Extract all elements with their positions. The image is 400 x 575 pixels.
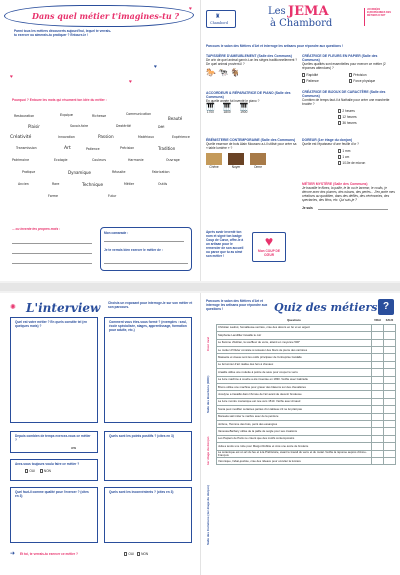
false-cell[interactable] <box>384 376 396 383</box>
cloud-word[interactable]: Dextérité <box>116 124 131 128</box>
table-row <box>217 376 396 383</box>
true-cell[interactable] <box>372 324 384 331</box>
quiz-question: Sonia peut modifier certaines parties d'un tableau s'il ne lui plait pas <box>217 406 372 413</box>
question-text: Quels sont les points positifs ? (cites en 3) <box>109 434 174 438</box>
yes-option[interactable]: OUI <box>124 552 134 556</box>
true-cell[interactable] <box>372 420 384 427</box>
table-row <box>217 384 396 391</box>
table-row <box>217 457 396 464</box>
question-bijoux <box>302 90 396 126</box>
sun-icon: ✺ <box>10 304 16 311</box>
box-qualities <box>10 487 98 543</box>
cloud-word[interactable]: Rare <box>52 182 60 186</box>
heart-icon: ♥ <box>10 74 13 80</box>
classmate-label: Mon camarade : <box>104 231 129 235</box>
question-title: TAPISSIÈRE D'AMEUBLEMENT (Salle des Communs) <box>206 54 292 58</box>
chambord-logo <box>206 10 236 28</box>
heart-icon: ♥ <box>154 64 157 70</box>
wood-label: Orme <box>254 165 262 169</box>
answer-line[interactable] <box>318 209 388 210</box>
page-jema <box>204 4 398 278</box>
page-quiz <box>204 297 398 571</box>
wood-options <box>206 153 298 169</box>
box-always <box>10 459 98 481</box>
table-row <box>217 361 396 368</box>
true-cell[interactable] <box>372 376 384 383</box>
no-option[interactable]: NON <box>40 469 51 473</box>
wood-label: Chêne <box>209 165 219 169</box>
table-row <box>217 324 396 331</box>
question-title: DOREUR (1er étage du donjon) <box>302 138 353 142</box>
castle-icon: ♜ <box>215 14 221 20</box>
heart-icon: ♥ <box>189 6 192 12</box>
option-36h[interactable]: 36 heures <box>338 120 396 126</box>
cloud-word[interactable]: Technique <box>82 182 104 187</box>
table-row <box>217 435 396 442</box>
no-option[interactable]: NON <box>137 552 148 556</box>
question-why: Pourquoi ? Entoure les mots qui résument ton idée du métier : <box>12 98 107 102</box>
cloud-word[interactable]: Restauration <box>14 114 35 118</box>
question-text: Quelle est l'épaisseur d'une feuille d'or ? <box>302 142 359 146</box>
box-weak <box>104 487 192 543</box>
table-row <box>217 428 396 435</box>
yes-option[interactable]: OUI <box>25 469 35 473</box>
false-cell[interactable] <box>384 398 396 405</box>
col-true: VRAI <box>374 317 381 322</box>
piano-year: 1900 <box>240 110 248 114</box>
piano-option[interactable]: 🎹 1800 <box>222 104 232 114</box>
jema-badge: JOURNÉES EUROPÉENNES DES MÉTIERS D'ART <box>364 8 392 26</box>
cloud-word[interactable]: Futur <box>108 194 117 198</box>
cloud-word[interactable]: Transmission <box>16 146 37 150</box>
piano-year: 1700 <box>206 110 214 114</box>
quiz-question: Julia a tendu une robe pour Margot Robbie et créé une école de broderie <box>217 443 372 450</box>
option-12h[interactable]: 12 heures <box>338 114 396 120</box>
cloud-word[interactable]: Tradition <box>158 146 176 151</box>
option-2h[interactable]: 2 heures <box>338 108 396 114</box>
cloud-word[interactable]: Beauté <box>168 116 183 121</box>
table-row <box>217 443 396 450</box>
box-strengths <box>104 431 192 481</box>
quiz-question: Les Papiers de Paris ne créent que des motifs contemporains <box>217 435 372 442</box>
question-mystere <box>302 182 396 210</box>
true-cell[interactable] <box>372 384 384 391</box>
quiz-question: Anaëlle utilise une roulette à pointe de sève pour couper le verre <box>217 369 372 376</box>
true-cell[interactable] <box>372 457 384 464</box>
box-duration <box>10 431 98 453</box>
quiz-table <box>216 317 396 465</box>
quiz-question: La 1ère montre mécanique est née vers 1510. Vérifie avec Arnaud <box>217 398 372 405</box>
table-row <box>217 339 396 346</box>
wood-option[interactable] <box>250 153 266 169</box>
table-row <box>217 413 396 420</box>
cloud-word[interactable]: Outils <box>158 182 168 186</box>
cloud-word[interactable]: Dynamique <box>68 170 91 175</box>
cloud-word[interactable]: Précision <box>120 146 135 150</box>
quiz-question: Le flamme d'Adrian, la souffleur de verre, atteint en moyenne 500° <box>217 339 372 346</box>
section-label: 1er étage du donjon <box>206 436 210 466</box>
word-cloud <box>8 110 196 220</box>
heart-icon: ♥ <box>129 79 132 85</box>
quiz-intro: Parcours le salon des Métiers d'Art et interroge les artisans pour répondre aux questions ! <box>206 299 268 311</box>
badge-text: Mon COUP DE CŒUR <box>258 249 280 257</box>
cloud-word[interactable]: Richesse <box>92 114 107 118</box>
animal-icons[interactable]: 🐎 🐄 🐐 <box>206 68 241 77</box>
question-mark-icon: ? <box>378 299 394 315</box>
cloud-word[interactable]: Communication <box>126 112 152 116</box>
false-cell[interactable] <box>384 324 396 331</box>
question-title: ACCORDEUR & RÉPARATRICE DE PIANO (Salle des Communs) <box>206 91 291 99</box>
true-cell[interactable] <box>372 339 384 346</box>
cloud-word[interactable]: Ouvrage <box>166 158 180 162</box>
question-text: Quelle essence de bois Alain Moussec a-t-il utilisé pour créer sa « table lumière » ? <box>206 142 297 150</box>
piano-options <box>206 106 298 114</box>
page-interview <box>4 297 196 571</box>
cloud-word[interactable]: Savoir-faire <box>70 124 89 128</box>
false-cell[interactable] <box>384 339 396 346</box>
true-cell[interactable] <box>372 406 384 413</box>
cloud-word[interactable]: Passion <box>98 134 114 139</box>
cloud-word[interactable]: Patience <box>86 147 100 151</box>
question-text: Combien de temps faut-il à Nathalie pour créer une marchette brodée ? <box>302 98 390 106</box>
quiz-question: Bruno utilise une machine pour graver des blasons sur des chevalières <box>217 384 372 391</box>
table-row <box>217 347 396 354</box>
false-cell[interactable] <box>384 443 396 450</box>
quiz-question: Massette et ciseau sont les outils principaux de l'entreprise Guidalle <box>217 354 372 361</box>
logo-text: Chambord <box>210 21 229 25</box>
cloud-word[interactable]: Harmonie <box>128 158 144 162</box>
cloud-word[interactable]: Défi <box>158 125 165 129</box>
quiz-question: Jocelyne a travaillé dans l'Armée de l'air avant de devenir brodeuse <box>217 391 372 398</box>
section-label: Cour oval <box>206 337 210 351</box>
true-cell[interactable] <box>372 443 384 450</box>
quiz-question: Vanessa-Barbary utilise de la paille de seigle pour ses créations <box>217 428 372 435</box>
table-row <box>217 391 396 398</box>
table-row <box>217 398 396 405</box>
option-1mm[interactable]: 1 mm <box>338 148 396 154</box>
cloud-word[interactable]: Réussite <box>112 170 126 174</box>
option-patience[interactable]: Patience <box>302 79 349 83</box>
question-text: En quelle année fut inventé le piano ? <box>206 99 260 103</box>
title-les: Les <box>268 6 286 17</box>
question-text: Avez-vous toujours voulu faire ce métier ? <box>15 462 80 466</box>
title-jema: JEMA <box>288 4 329 19</box>
quiz-question: Manuela sait imiter le marbre avec de la peinture <box>217 413 372 420</box>
classmate-line[interactable] <box>104 241 184 242</box>
cloud-word[interactable]: Equipe <box>60 112 74 117</box>
doreur-options <box>338 148 396 166</box>
question-title: CRÉATRICE DE FLEURS EN PAPIER (Salle des Communs) <box>302 54 378 62</box>
unit-label: ans <box>71 446 77 450</box>
cloud-word[interactable]: Patrimoine <box>12 158 30 162</box>
true-cell[interactable] <box>372 332 384 339</box>
false-cell[interactable] <box>384 413 396 420</box>
option-micron[interactable]: 1/10e de micron <box>338 160 396 166</box>
quiz-question: La 1ère machine à coudre a été inventée en 1830. Vérifie avec Gabrielle <box>217 376 372 383</box>
quiz-question: Le métier d'Olivier consiste à restaurer des blocs de pierre des carrières <box>217 347 372 354</box>
table-row <box>217 332 396 339</box>
answer-label: Je suis <box>302 206 313 210</box>
cloud-word[interactable]: Innovation <box>58 135 75 139</box>
wood-label: Noyer <box>231 165 241 169</box>
false-cell[interactable] <box>384 435 396 442</box>
sheet-separator <box>0 283 400 291</box>
quiz-question: Jérôme, l'homme des bois, peint des essangres <box>217 420 372 427</box>
option-precision[interactable]: Précision <box>349 73 396 77</box>
question-fleurs <box>302 54 396 83</box>
cloud-word[interactable]: Plaisir <box>28 124 40 129</box>
question-text: Comment vous êtes-vous formé ? (exemples : seul, école spécialisée, stages, apprentissage, formation pour adulte, etc.) <box>109 320 187 332</box>
cloud-word[interactable]: Fabrication <box>152 170 170 174</box>
question-text: Quelles qualités sont essentielles pour exercer ce métier (2 réponses attendues) ? <box>302 62 386 70</box>
intro-text: Parmi tous les métiers découverts aujourd'hui, lequel te verrais-tu exercer ou aimerais-tu pratiquer ? Entoure-le ! <box>14 29 112 37</box>
question-text: Quel faut-il comme qualité pour l'exercer ? (cites en 3) <box>15 490 89 498</box>
true-cell[interactable] <box>372 428 384 435</box>
true-cell[interactable] <box>372 413 384 420</box>
question-text: Quels sont les inconvénients ? (cites en 3) <box>109 490 174 494</box>
question-tapissiere <box>206 54 298 77</box>
question-doreur <box>302 138 396 166</box>
true-cell[interactable] <box>372 435 384 442</box>
false-cell[interactable] <box>384 354 396 361</box>
box-metier <box>10 317 98 423</box>
true-cell[interactable] <box>372 369 384 376</box>
title-chambord: à Chambord <box>270 18 333 29</box>
false-cell[interactable] <box>384 384 396 391</box>
badge-instructions: Après avoir inventé ton nom et signé ton badge Coup de Cœur, offre-le à un artisan pour le remercier de son accueil ou parce que tu as aimé son métier ! <box>206 230 244 258</box>
invent-words-label: ... ou invente tes propres mots : <box>12 227 61 231</box>
table-row <box>217 420 396 427</box>
true-cell[interactable] <box>372 391 384 398</box>
quiz-question: La céramique est un art du feu et à la Préhistoire, avant le travail du verre et du métal. Vérifie la réponse auprès d'Anne-François <box>217 450 372 457</box>
question-text: Je travaille le fibres, la paille, le lin ou le laceron, le coulis, je décore avec des plumes, des rubans, des perles... J'en porte mes créations au quotidien, dans des défilés, des cérémonies, des spectacles, des films, etc. Qui suis-je ? <box>302 186 395 202</box>
false-cell[interactable] <box>384 457 396 464</box>
page-title: Dans quel métier t'imagines-tu ? <box>32 11 180 21</box>
cloud-word[interactable]: Créativité <box>10 135 32 140</box>
heart-icon: ♥ <box>264 233 274 249</box>
cloud-word[interactable]: Pratique <box>22 170 36 174</box>
true-cell[interactable] <box>372 354 384 361</box>
quiz-question: Stéphanie Landillier travaille le cuir <box>217 332 372 339</box>
false-cell[interactable] <box>384 391 396 398</box>
table-row <box>217 369 396 376</box>
false-cell[interactable] <box>384 361 396 368</box>
cloud-word[interactable]: Couleurs <box>92 158 107 162</box>
page-title: L'interview <box>26 301 101 315</box>
col-false: FAUX <box>385 317 394 322</box>
false-cell[interactable] <box>384 347 396 354</box>
wood-option[interactable] <box>206 153 222 169</box>
yes-no <box>11 468 97 474</box>
answer-line[interactable] <box>12 253 92 254</box>
table-row <box>217 406 396 413</box>
bottom-sheet <box>0 293 400 575</box>
jema-intro: Parcours le salon des Métiers d'Art et interroge les artisans pour répondre aux questions ! <box>206 44 343 48</box>
option-rapidite[interactable]: Rapidité <box>302 73 349 77</box>
final-question: Et toi, te verrais-tu exercer ce métier ? <box>20 552 78 556</box>
bijoux-options <box>338 108 396 126</box>
cloud-word[interactable]: Expérience <box>172 135 190 139</box>
question-title: MÉTIER MYSTÈRE (Salle des Communs) <box>302 182 368 186</box>
box-formation <box>104 317 192 423</box>
true-cell[interactable] <box>372 450 384 457</box>
option-force[interactable]: Force physique <box>349 79 396 83</box>
question-piano <box>206 91 298 114</box>
col-questions: Questions <box>287 317 301 322</box>
piano-option[interactable]: 🎹 1900 <box>239 104 249 114</box>
question-title: ÉBÉNISTERIE CONTEMPORAINE (Salle des Communs) <box>206 138 296 142</box>
interview-intro: Choisis un exposant pour interroge-le sur son métier et son parcours. <box>108 301 193 309</box>
question-title: CRÉATRICE DE BIJOUX DE CARACTÈRE (Salle des Communs) <box>302 90 386 98</box>
cloud-word[interactable]: Forme <box>48 194 58 198</box>
question-text: De crin de quel animal garnir-t-on les sièges traditionnellement ? De quel animal provient-il ? <box>206 58 298 66</box>
piano-year: 1800 <box>223 110 231 114</box>
true-cell[interactable] <box>372 347 384 354</box>
answer-line[interactable] <box>12 263 92 264</box>
fold-line <box>200 293 201 575</box>
cloud-word[interactable]: Matériaux <box>138 135 154 139</box>
answer-line[interactable] <box>12 243 92 244</box>
table-row <box>217 450 396 457</box>
fold-line <box>200 0 201 281</box>
bubble-answer-line[interactable] <box>104 263 188 264</box>
question-ebenisterie <box>206 138 298 169</box>
false-cell[interactable] <box>384 428 396 435</box>
table-header <box>217 317 396 324</box>
quiz-question: Christian Laubut, l'émailleuse-verrière, crée des décors en fer et en argent <box>217 324 372 331</box>
cloud-word[interactable]: Ancien <box>18 182 29 186</box>
false-cell[interactable] <box>384 369 396 376</box>
false-cell[interactable] <box>384 406 396 413</box>
true-cell[interactable] <box>372 398 384 405</box>
flower-options <box>302 73 396 83</box>
quiz-rows <box>217 324 396 464</box>
false-cell[interactable] <box>384 332 396 339</box>
cloud-word[interactable]: Ecologie <box>54 158 68 162</box>
false-cell[interactable] <box>384 420 396 427</box>
cloud-word[interactable]: Art <box>64 146 71 151</box>
cloud-word[interactable]: Métier <box>124 182 135 186</box>
wood-option[interactable] <box>228 153 244 169</box>
true-cell[interactable] <box>372 361 384 368</box>
page-metier <box>4 5 196 277</box>
question-text: Quel est votre métier ? En quels constite tel (en quelques mots) ? <box>15 320 88 328</box>
false-cell[interactable] <box>384 450 396 457</box>
quiz-title: Quiz des métiers <box>274 301 378 314</box>
final-options <box>124 552 148 556</box>
heart-badge[interactable] <box>252 232 286 262</box>
arrow-icon: ➜ <box>10 551 16 557</box>
paper-decor <box>109 30 137 33</box>
quiz-question: Le ferronnier d'art réalise des fers à chevaux <box>217 361 372 368</box>
quiz-question: Véronique, l'abat-jouriste, crée des rideaux pour occulter la lumière <box>217 457 372 464</box>
piano-option[interactable]: 🎹 1700 <box>206 104 215 114</box>
section-label: Salle des Bourbons (RDC) <box>206 375 210 413</box>
bubble-text: Je te verrais bien exercer le métier de : <box>104 248 163 252</box>
section-label: Salle des Communs (1er étage du donjon) <box>206 485 210 545</box>
option-1cm[interactable]: 1 cm <box>338 154 396 160</box>
table-row <box>217 354 396 361</box>
question-text: Depuis combien de temps exercez-vous ce métier ? <box>15 434 91 442</box>
top-sheet <box>0 0 400 281</box>
